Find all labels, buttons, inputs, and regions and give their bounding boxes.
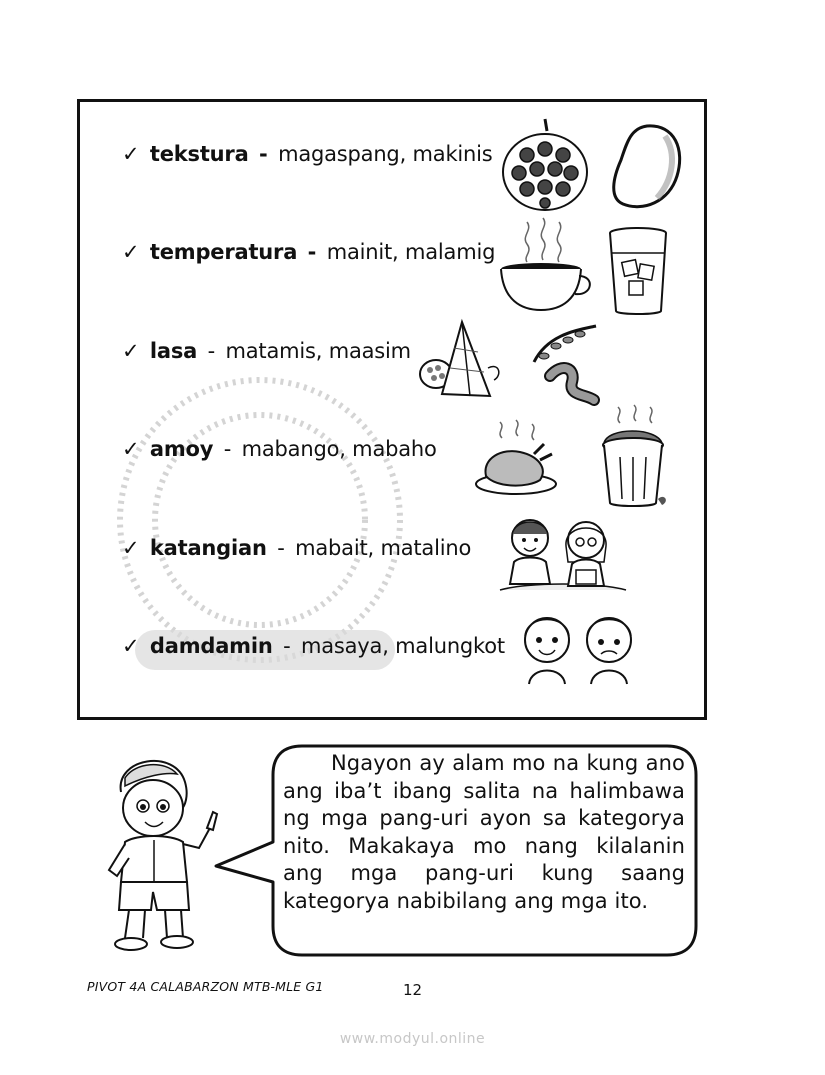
check-icon: ✓ <box>122 240 140 264</box>
cold-drink-glass-icon <box>607 225 670 317</box>
row-amoy: ✓ amoy - mabango, mabaho <box>122 437 437 461</box>
term-description: mabango, mabaho <box>241 437 437 461</box>
check-icon: ✓ <box>122 339 140 363</box>
footer-source: PIVOT 4A CALABARZON MTB-MLE G1 <box>87 979 324 994</box>
site-watermark: www.modyul.online <box>339 1031 486 1047</box>
atis-fruit-icon <box>497 117 592 212</box>
term-description: mabait, matalino <box>295 536 472 560</box>
term-label: lasa <box>149 339 198 363</box>
term-description: masaya, malungkot <box>300 634 505 658</box>
row-temperatura: ✓ temperatura - mainit, malamig <box>122 240 496 264</box>
row-lasa: ✓ lasa - matamis, maasim <box>122 339 411 363</box>
check-icon: ✓ <box>122 536 140 560</box>
students-reading-icon <box>498 512 628 597</box>
term-label: tekstura <box>149 142 249 166</box>
term-description: mainit, malamig <box>326 240 496 264</box>
page-number: 12 <box>403 981 423 999</box>
boy-pointing-character <box>95 752 225 957</box>
term-description: magaspang, makinis <box>278 142 493 166</box>
row-tekstura: ✓ tekstura - magaspang, makinis <box>122 142 493 166</box>
suman-sweet-icon <box>418 318 508 400</box>
term-label: amoy <box>149 437 214 461</box>
tamarind-icon <box>528 322 603 407</box>
mango-icon <box>607 120 687 212</box>
term-label: damdamin <box>149 634 273 658</box>
trash-bin-icon <box>598 403 670 509</box>
term-label: katangian <box>149 536 267 560</box>
check-icon: ✓ <box>122 634 140 658</box>
row-damdamin: ✓ damdamin - masaya, malungkot <box>122 634 505 658</box>
hot-coffee-cup-icon <box>497 214 597 314</box>
roasted-chicken-icon <box>472 418 560 500</box>
term-label: temperatura <box>149 240 298 264</box>
bubble-message: Ngayon ay alam mo na kung ano ang iba’t ibang salita na halimbawa ng mga pang-uri ayon sa kategorya nito. Makakaya mo nang kilalanin ang mga pang-uri kung saang kategorya nabibilang ang mga ito. <box>283 751 685 913</box>
check-icon: ✓ <box>122 437 140 461</box>
row-katangian: ✓ katangian - mabait, matalino <box>122 536 472 560</box>
happy-sad-children-icon <box>517 608 642 686</box>
check-icon: ✓ <box>122 142 140 166</box>
term-description: matamis, maasim <box>225 339 411 363</box>
